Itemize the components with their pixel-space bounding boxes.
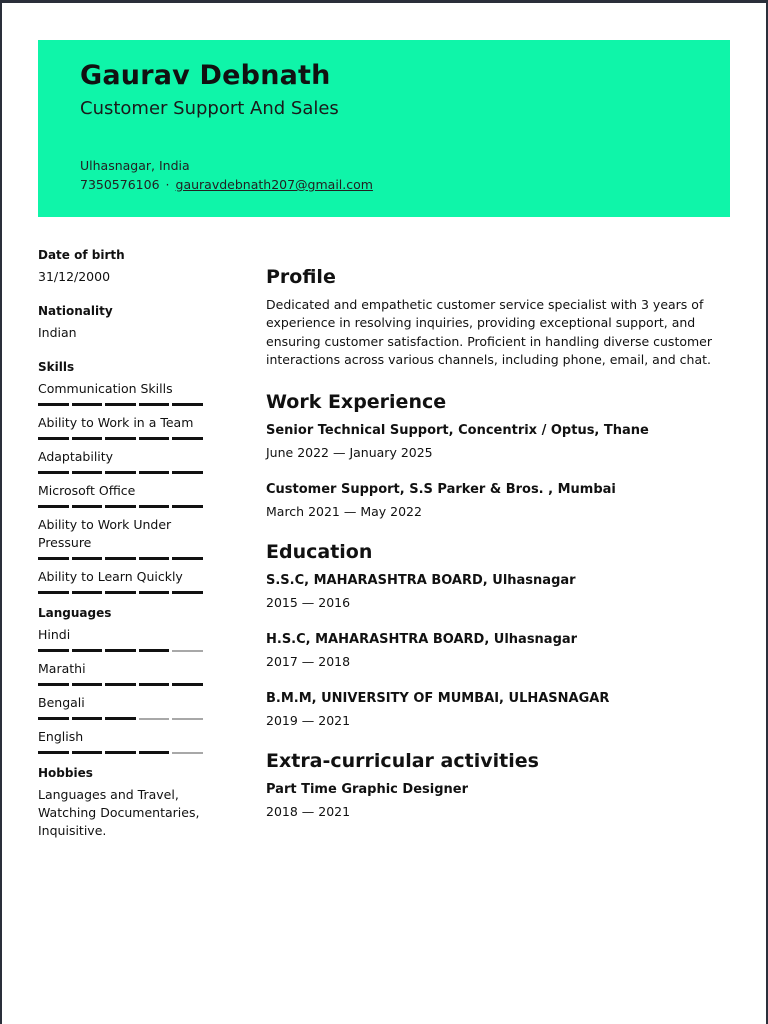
skills-section bbox=[38, 360, 208, 594]
level-segment bbox=[172, 683, 203, 686]
nationality-section bbox=[38, 304, 208, 342]
skill-item-name: Ability to Learn Quickly bbox=[38, 569, 183, 584]
level-segment bbox=[172, 557, 203, 560]
level-segment bbox=[139, 649, 170, 652]
level-segment bbox=[72, 505, 103, 508]
skill-item bbox=[38, 516, 208, 560]
languages-section bbox=[38, 606, 208, 754]
skill-item-name: Microsoft Office bbox=[38, 483, 136, 498]
level-segment bbox=[139, 471, 170, 474]
level-segment bbox=[38, 717, 69, 720]
level-segment bbox=[38, 683, 69, 686]
skill-item bbox=[38, 380, 208, 406]
language-item-name: Hindi bbox=[38, 627, 71, 642]
sidebar bbox=[38, 248, 208, 858]
level-segment bbox=[139, 437, 170, 440]
language-item bbox=[38, 660, 208, 686]
education-entry-title: B.M.M, UNIVERSITY OF MUMBAI, ULHASNAGAR bbox=[266, 691, 610, 707]
education-entry bbox=[266, 573, 736, 610]
extra-heading: Extra-curricular activities bbox=[266, 750, 539, 773]
level-segment bbox=[38, 557, 69, 560]
level-segment bbox=[105, 557, 136, 560]
level-segment bbox=[38, 649, 69, 652]
skill-item-level-bar bbox=[38, 557, 208, 560]
profile-section bbox=[266, 266, 736, 369]
nationality-label: Nationality bbox=[38, 304, 113, 318]
education-entry-dates: 2019 — 2021 bbox=[266, 713, 351, 729]
dob-value: 31/12/2000 bbox=[38, 269, 111, 284]
level-segment bbox=[139, 718, 170, 720]
language-item bbox=[38, 626, 208, 652]
level-segment bbox=[72, 717, 103, 720]
education-entry-title: H.S.C, MAHARASHTRA BOARD, Ulhasnagar bbox=[266, 632, 578, 648]
work-entry-title: Senior Technical Support, Concentrix / Optus, Thane bbox=[266, 423, 649, 439]
skill-item-name: Adaptability bbox=[38, 449, 114, 464]
level-segment bbox=[105, 437, 136, 440]
level-segment bbox=[105, 471, 136, 474]
education-entry bbox=[266, 632, 736, 669]
level-segment bbox=[105, 683, 136, 686]
level-segment bbox=[172, 471, 203, 474]
level-segment bbox=[172, 437, 203, 440]
level-segment bbox=[172, 591, 203, 594]
language-item-level-bar bbox=[38, 683, 208, 686]
email-link[interactable]: gauravdebnath207@gmail.com bbox=[175, 177, 373, 192]
candidate-name: Gaurav Debnath bbox=[80, 60, 331, 91]
languages-label: Languages bbox=[38, 606, 112, 620]
skill-item-level-bar bbox=[38, 437, 208, 440]
level-segment bbox=[38, 437, 69, 440]
activity-entry-dates: 2018 — 2021 bbox=[266, 804, 351, 820]
skill-item bbox=[38, 568, 208, 594]
extra-section bbox=[266, 750, 736, 819]
dob-section bbox=[38, 248, 208, 286]
language-item-name: Bengali bbox=[38, 695, 85, 710]
level-segment bbox=[72, 591, 103, 594]
main-content bbox=[266, 266, 736, 819]
work-entry-dates: June 2022 — January 2025 bbox=[266, 445, 433, 461]
language-item bbox=[38, 728, 208, 754]
education-entry bbox=[266, 691, 736, 728]
skill-item bbox=[38, 414, 208, 440]
level-segment bbox=[105, 751, 136, 754]
language-item-name: English bbox=[38, 729, 84, 744]
work-heading: Work Experience bbox=[266, 391, 447, 414]
nationality-value: Indian bbox=[38, 325, 77, 340]
profile-text: Dedicated and empathetic customer service specialist with 3 years of experience in resolving inquiries, providing exceptional support, and ensuring customer satisfaction. Proficient in handling diverse customer interactions across various channels, including phone, email, and chat. bbox=[266, 297, 713, 367]
education-entry-dates: 2015 — 2016 bbox=[266, 595, 351, 611]
level-segment bbox=[172, 718, 203, 720]
skill-item-level-bar bbox=[38, 471, 208, 474]
level-segment bbox=[139, 557, 170, 560]
level-segment bbox=[139, 505, 170, 508]
skill-item-level-bar bbox=[38, 403, 208, 406]
level-segment bbox=[72, 751, 103, 754]
level-segment bbox=[172, 650, 203, 652]
level-segment bbox=[72, 471, 103, 474]
contact-separator: · bbox=[165, 177, 170, 192]
skill-item-level-bar bbox=[38, 505, 208, 508]
skill-item-name: Ability to Work in a Team bbox=[38, 415, 194, 430]
hobbies-label: Hobbies bbox=[38, 766, 93, 780]
level-segment bbox=[172, 752, 203, 754]
skill-item-level-bar bbox=[38, 591, 208, 594]
skill-item-name: Ability to Work Under Pressure bbox=[38, 517, 172, 550]
skill-item bbox=[38, 482, 208, 508]
skills-list bbox=[38, 380, 208, 594]
skill-item-name: Communication Skills bbox=[38, 381, 173, 396]
language-item-level-bar bbox=[38, 717, 208, 720]
candidate-role: Customer Support And Sales bbox=[80, 98, 339, 119]
contact-line bbox=[80, 177, 373, 192]
language-item-name: Marathi bbox=[38, 661, 86, 676]
level-segment bbox=[172, 505, 203, 508]
skills-label: Skills bbox=[38, 360, 75, 374]
level-segment bbox=[38, 471, 69, 474]
dob-label: Date of birth bbox=[38, 248, 125, 262]
level-segment bbox=[38, 591, 69, 594]
work-entry-title: Customer Support, S.S Parker & Bros. , Mumbai bbox=[266, 482, 616, 498]
candidate-location: Ulhasnagar, India bbox=[80, 158, 190, 173]
extra-list bbox=[266, 782, 736, 819]
work-entry bbox=[266, 482, 736, 519]
activity-entry-title: Part Time Graphic Designer bbox=[266, 782, 469, 798]
level-segment bbox=[38, 505, 69, 508]
education-entry-dates: 2017 — 2018 bbox=[266, 654, 351, 670]
resume-header bbox=[38, 40, 730, 217]
work-entry bbox=[266, 423, 736, 460]
skill-item bbox=[38, 448, 208, 474]
level-segment bbox=[72, 557, 103, 560]
level-segment bbox=[105, 591, 136, 594]
education-section bbox=[266, 541, 736, 728]
activity-entry bbox=[266, 782, 736, 819]
level-segment bbox=[72, 649, 103, 652]
level-segment bbox=[139, 683, 170, 686]
level-segment bbox=[105, 717, 136, 720]
education-list bbox=[266, 573, 736, 728]
work-entry-dates: March 2021 — May 2022 bbox=[266, 504, 422, 520]
level-segment bbox=[72, 437, 103, 440]
profile-heading: Profile bbox=[266, 266, 336, 288]
work-list bbox=[266, 423, 736, 519]
level-segment bbox=[105, 649, 136, 652]
language-item-level-bar bbox=[38, 649, 208, 652]
language-item bbox=[38, 694, 208, 720]
language-item-level-bar bbox=[38, 751, 208, 754]
level-segment bbox=[139, 751, 170, 754]
level-segment bbox=[38, 751, 69, 754]
languages-list bbox=[38, 626, 208, 754]
level-segment bbox=[72, 403, 103, 406]
window-left-edge bbox=[0, 0, 2, 1024]
level-segment bbox=[72, 683, 103, 686]
level-segment bbox=[105, 505, 136, 508]
level-segment bbox=[139, 591, 170, 594]
level-segment bbox=[139, 403, 170, 406]
phone-number: 7350576106 bbox=[80, 177, 160, 192]
level-segment bbox=[172, 403, 203, 406]
window-top-edge bbox=[0, 0, 768, 3]
hobbies-section bbox=[38, 766, 208, 840]
education-entry-title: S.S.C, MAHARASHTRA BOARD, Ulhasnagar bbox=[266, 573, 576, 589]
education-heading: Education bbox=[266, 541, 373, 564]
level-segment bbox=[38, 403, 69, 406]
hobbies-value: Languages and Travel, Watching Documentaries, Inquisitive. bbox=[38, 787, 200, 838]
work-section bbox=[266, 391, 736, 519]
level-segment bbox=[105, 403, 136, 406]
